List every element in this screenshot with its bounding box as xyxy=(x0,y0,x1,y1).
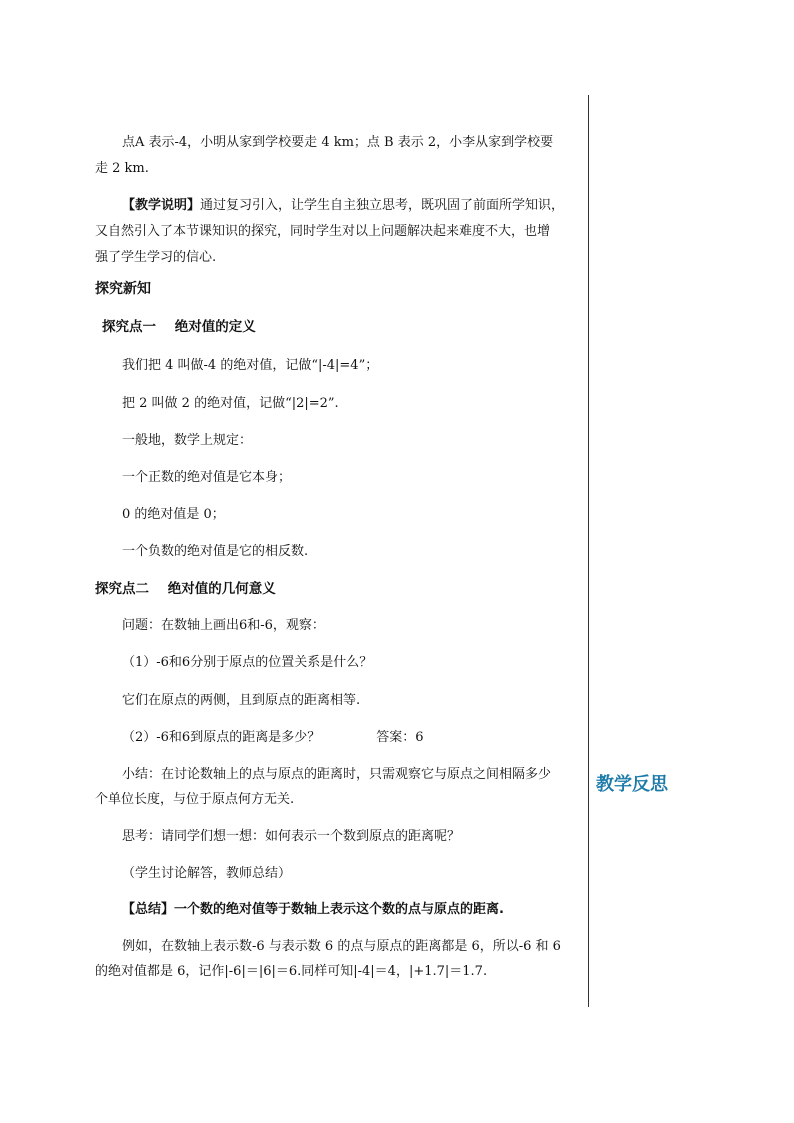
point2-q2-row xyxy=(122,725,424,751)
teaching-note-line-2: 又自然引入了本节课知识的探究，同时学生对以上问题解决起来难度不大，也增 xyxy=(95,224,551,239)
example-line-1: 例如，在数轴上表示数-6 与表示数 6 的点与原点的距离都是 6，所以-6 和 6 xyxy=(122,939,561,954)
point1-line-6: 一个负数的绝对值是它的相反数. xyxy=(122,544,309,559)
section-title: 探究新知 xyxy=(95,281,151,297)
conclusion-line: 【总结】一个数的绝对值等于数轴上表示这个数的点与原点的距离. xyxy=(122,902,504,917)
discuss-line: （学生讨论解答，教师总结） xyxy=(122,866,292,881)
point2-a1: 它们在原点的两侧，且到原点的距离相等. xyxy=(122,693,361,708)
point2-question: 问题：在数轴上画出6和-6，观察： xyxy=(122,618,325,633)
summary-line-1: 小结：在讨论数轴上的点与原点的距离时，只需观察它与原点之间相隔多少 xyxy=(122,767,552,782)
point2-q2: （2）-6和6到原点的距离是多少？ xyxy=(122,730,321,745)
teaching-reflection-title: 教学反思 xyxy=(596,774,668,795)
point2-q1: （1）-6和6分别于原点的位置关系是什么？ xyxy=(122,655,373,670)
point2-a2: 答案：6 xyxy=(376,730,424,745)
point2-title: 探究点二 绝对值的几何意义 xyxy=(95,581,276,597)
point1-title: 探究点一 绝对值的定义 xyxy=(102,319,256,335)
point1-line-5: 0 的绝对值是 0； xyxy=(122,507,225,522)
teaching-note-line-3: 强了学生学习的信心. xyxy=(95,250,217,265)
point1-line-3: 一般地，数学上规定： xyxy=(122,433,253,448)
point1-line-2: 把 2 叫做 2 的绝对值，记做“|2|=2”. xyxy=(122,396,339,411)
think-line: 思考：请同学们想一想：如何表示一个数到原点的距离呢？ xyxy=(122,829,461,844)
point1-line-4: 一个正数的绝对值是它本身； xyxy=(122,470,292,485)
example-line-2: 的绝对值都是 6，记作|-6|＝|6|＝6.同样可知|-4|＝4，|+1.7|＝1.7. xyxy=(95,964,488,979)
teaching-note-line-1 xyxy=(122,193,564,219)
teaching-note-label: 【教学说明】 xyxy=(122,198,201,213)
column-divider xyxy=(588,95,589,1007)
intro-line-2: 走 2 km. xyxy=(95,161,149,176)
intro-line-1: 点A 表示-4，小明从家到学校要走 4 km；点 B 表示 2，小李从家到学校要 xyxy=(122,135,554,150)
point1-line-1: 我们把 4 叫做-4 的绝对值，记做“|-4|=4”； xyxy=(122,358,379,373)
summary-line-2: 个单位长度，与位于原点何方无关. xyxy=(95,792,295,807)
teaching-note-text: 通过复习引入，让学生自主独立思考，既巩固了前面所学知识， xyxy=(200,198,565,213)
